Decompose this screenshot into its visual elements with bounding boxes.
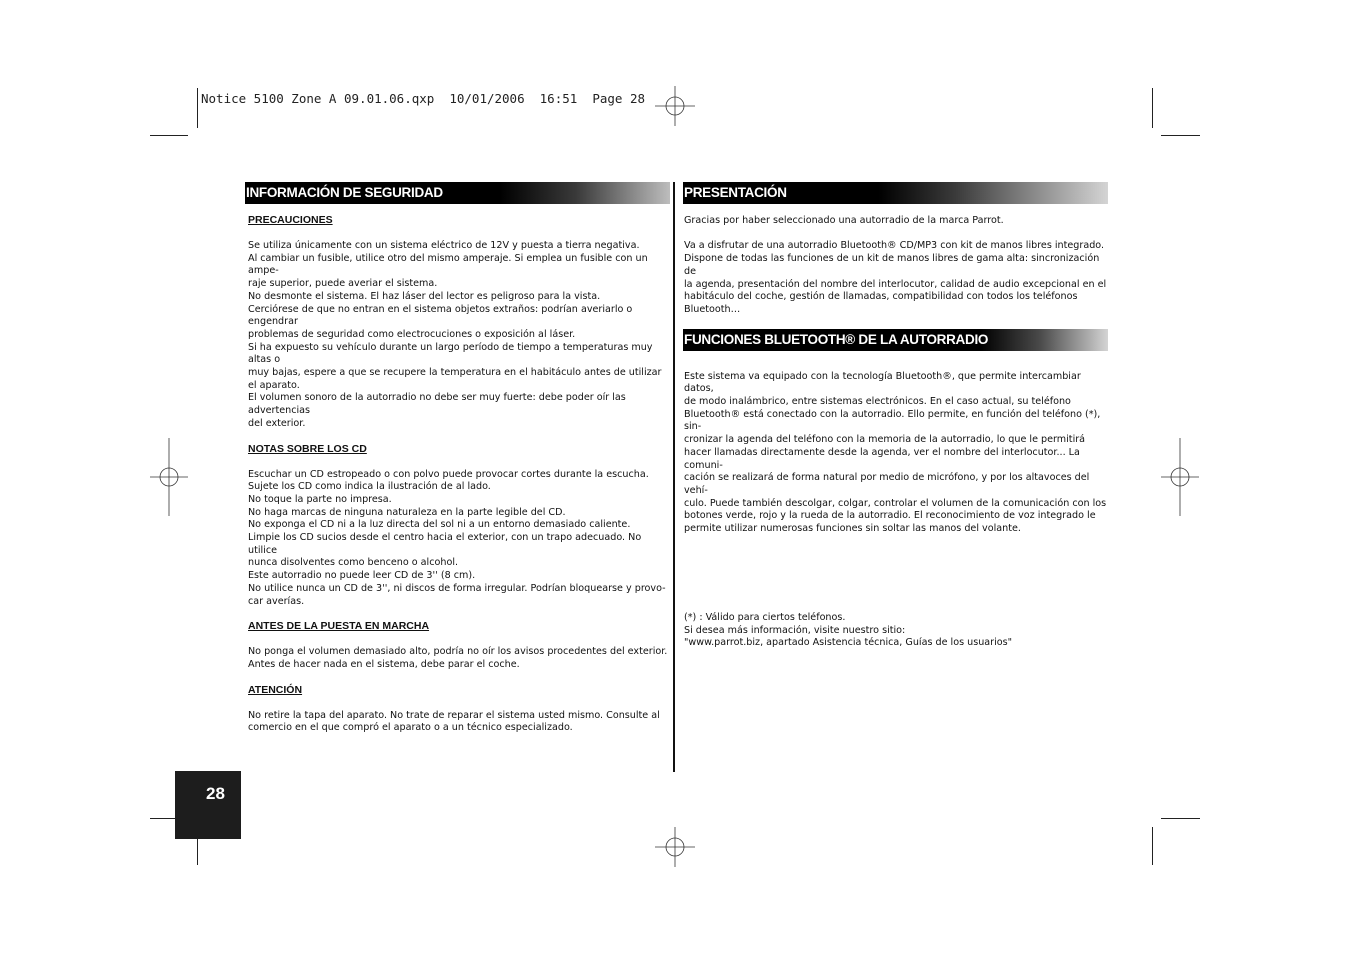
registration-mark-icon [1161, 438, 1199, 516]
print-slug: Notice 5100 Zone A 09.01.06.qxp 10/01/2006 16:51 Page 28 [201, 91, 646, 106]
crop-mark [1161, 818, 1200, 819]
section-heading: PRESENTACIÓN [684, 185, 787, 200]
section-heading-bar [683, 182, 1108, 204]
subsection-title: ANTES DE LA PUESTA EN MARCHA [248, 620, 430, 633]
crop-mark [1152, 827, 1153, 865]
crop-mark [1152, 88, 1153, 128]
section-heading-bar [245, 182, 670, 204]
page-number-tab [175, 771, 241, 839]
left-column [245, 182, 670, 735]
subsection-title: ATENCIÓN [248, 683, 303, 696]
crop-mark [150, 135, 188, 136]
text-block: Se utiliza únicamente con un sistema eléctrico de 12V y puesta a tierra negativa. Al cambiar un fusible, utilice otro del mismo amperaje. Si emplea un fusible con un ampe- raje superior, puede averiar el sistema. No desmonte el sistema. El haz láser del lector es peligroso para la vista. Cerciórese de que no entran en el sistema objetos extraños: podrían averiarlo o engendrar problemas de seguridad como electrocuciones o exposición al láser. Si ha expuesto su vehículo durante un largo período de tiempo a temperaturas muy altas o muy bajas, espere a que se recupere la temperatura en el habitáculo antes de utilizar el aparato. El volumen sonoro de la autorradio no debe ser muy fuerte: debe poder oír las advertencias del exterior. [248, 240, 662, 429]
crop-mark [197, 88, 198, 128]
column-divider [673, 182, 675, 772]
text-block: No ponga el volumen demasiado alto, podría no oír los avisos procedentes del exterior. Antes de hacer nada en el sistema, debe parar el coche. [248, 646, 668, 670]
section-heading: INFORMACIÓN DE SEGURIDAD [246, 185, 443, 200]
crop-mark [1161, 135, 1200, 136]
text-block: Escuchar un CD estropeado o con polvo puede provocar cortes durante la escucha. Sujete los CD como indica la ilustración de al lado. No toque la parte no impresa. No haga marcas de ninguna naturaleza en la parte legible del CD. No exponga el CD ni a la luz directa del sol ni a un entorno demasiado caliente. Limpie los CD sucios desde el centro hacia el exterior, con un trapo adecuado. No utilice nunca disolventes como benceno o alcohol. Este autorradio no puede leer CD de 3'' (8 cm). No utilice nunca un CD de 3'', ni discos de forma irregular. Podrían bloquearse y provo- car averías. [248, 468, 666, 607]
registration-mark-icon [655, 827, 695, 867]
subsection-title: PRECAUCIONES [248, 214, 333, 226]
registration-mark-icon [150, 438, 188, 516]
registration-mark-icon [655, 86, 695, 126]
text-block: Este sistema va equipado con la tecnología Bluetooth®, que permite intercambiar datos, de modo inalámbrico, entre sistemas electrónicos. En el caso actual, su teléfono Bluetooth® está conectado con la autorradio. Ello permite, en función del teléfono (*), sin- cronizar la agenda del teléfono con la memoria de la autorradio, lo que le permitirá hacer llamadas directamente desde la agenda, ver el nombre del interlocutor... La comuni- cación se realizará de forma natural por medio de micrófono, y por los altavoces del vehí- culo. Puede también descolgar, colgar, controlar el volumen de la comunicación con los botones verde, rojo y la rueda de la autorradio. El reconocimiento de voz integrado le permite utilizar numerosas funciones sin soltar las manos del volante. [684, 370, 1107, 535]
right-column [683, 182, 1108, 536]
text-block: Gracias por haber seleccionado una autorradio de la marca Parrot. Va a disfrutar de una autorradio Bluetooth® CD/MP3 con kit de manos libres integrado. Dispone de todas las funciones de un kit de manos libres de gama alta: sincronización de la agenda, presentación del nombre del interlocutor, calidad de audio excepcional en el habitáculo del coche, gestión de llamadas, compatibilidad con todos los teléfonos Bluetooth… [684, 215, 1107, 315]
page-number: 28 [206, 784, 225, 803]
text-block: No retire la tapa del aparato. No trate de reparar el sistema usted mismo. Consulte al comercio en el que compró el aparato o a un técnico especializado. [248, 709, 660, 734]
subsection-title: NOTAS SOBRE LOS CD [248, 442, 367, 455]
section-heading: FUNCIONES BLUETOOTH® DE LA AUTORRADIO [684, 331, 989, 347]
section-heading-bar [683, 329, 1108, 351]
footnote: (*) : Válido para ciertos teléfonos. Si desea más información, visite nuestro sitio: "www.parrot.biz, apartado Asistencia técnica, Guías de los usuarios" [684, 612, 1013, 649]
